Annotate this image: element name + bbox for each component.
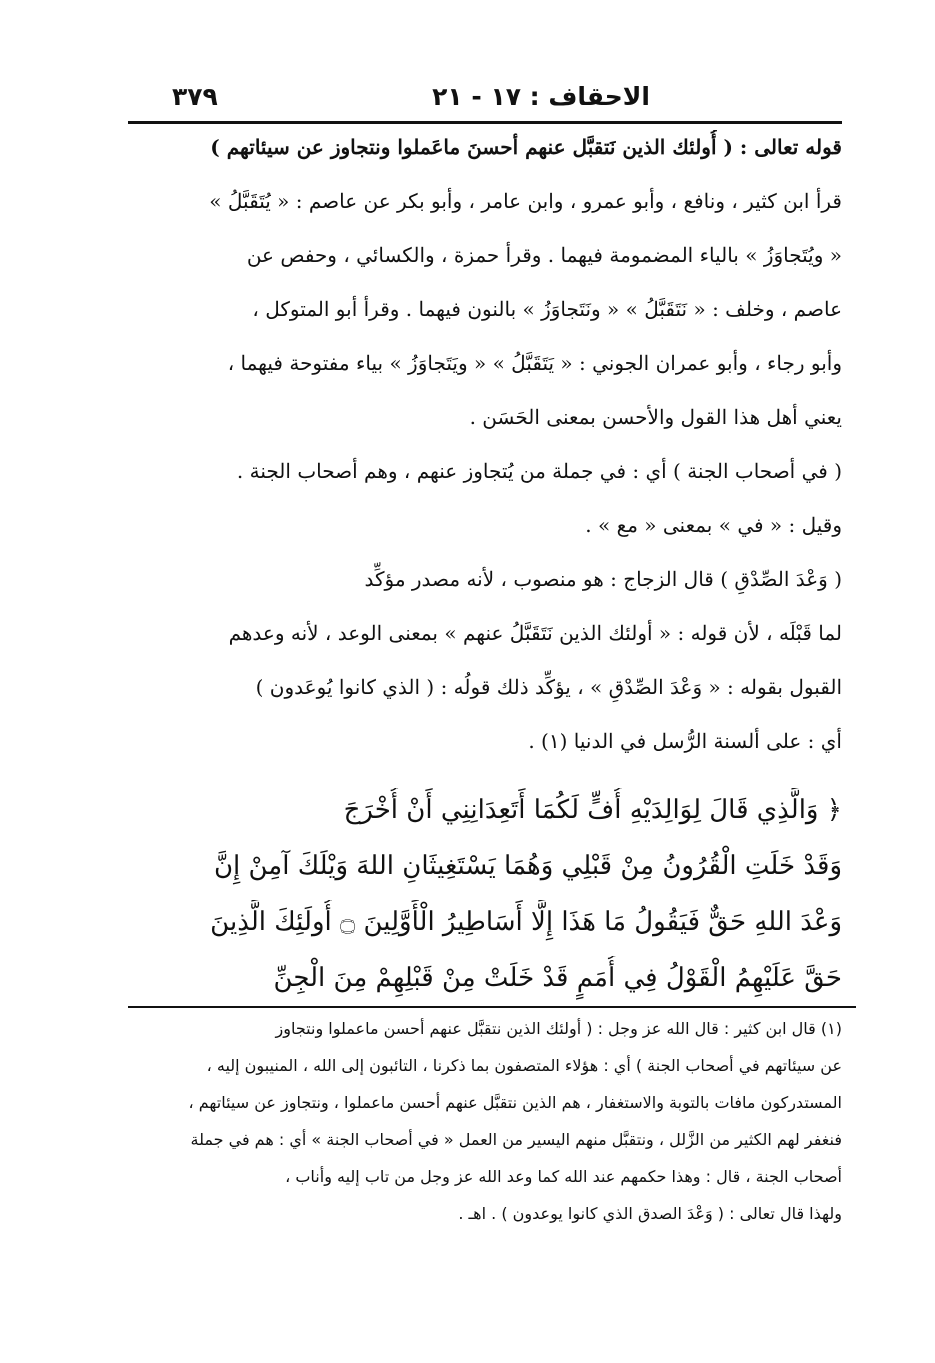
text-line: أي : على ألسنة الرُّسل في الدنيا (١) . <box>528 729 842 753</box>
footnote-line: عن سيئاتهم في أصحاب الجنة ) أي : هؤلاء المتصفون بما ذكرنا ، التائبون إلى الله ، المنيبون إليه ، <box>206 1056 842 1075</box>
text-line: ( في أصحاب الجنة ) أي : في جملة من يُتجاوز عنهم ، وهم أصحاب الجنة . <box>236 459 842 483</box>
text-line: لما قَبْلَه ، لأن قوله : « أولئك الذين نَتَقَبَّلُ عنهم » بمعنى الوعد ، لأنه وعدهم <box>228 621 842 645</box>
verse-line: ﴿ وَالَّذِي قَالَ لِوَالِدَيْهِ أُفٍّ لَكُمَا أَتَعِدَانِنِي أَنْ أُخْرَجَ <box>343 795 842 825</box>
footnote-line: ولهذا قال تعالى : ( وَعْدَ الصدق الذي كانوا يوعدون ) . اهـ . <box>458 1204 842 1223</box>
page-number: ٣٧٩ <box>172 82 218 111</box>
text-line: يعني أهل هذا القول والأحسن بمعنى الحَسَن . <box>469 405 842 429</box>
footnote-line: المستدركون مافات بالتوبة والاستغفار ، هم الذين نتقبَّل عنهم أحسن ماعملوا ، ونتجاوز عن سيئاتهم ، <box>188 1093 842 1112</box>
text-line: عاصم ، وخلف : « نَتَقَبَّلُ » « ونَتَجاوَزُ » بالنون فيهما . وقرأ أبو المتوكل ، <box>252 297 842 321</box>
text-line: قرأ ابن كثير ، ونافع ، وأبو عمرو ، وابن عامر ، وأبو بكر عن عاصم : « يُتَقَبَّلُ » <box>209 189 842 213</box>
text-line: قوله تعالى : ( أُولئك الذين نَتقبَّل عنهم أحسنَ ماعَملوا ونتجاوز عن سيئاتهم ) <box>210 135 842 159</box>
commentary-text <box>128 130 842 778</box>
footnote-line: (١) قال ابن كثير : قال الله عز وجل : ( أولئك الذين نتقبَّل عنهم أحسن ماعملوا ونتجاوز <box>275 1019 842 1038</box>
footnote-line: فنغفر لهم الكثير من الزَّلل ، ونتقبَّل منهم اليسير من العمل « في أصحاب الجنة » أي : هم في جملة <box>190 1130 842 1149</box>
verse-line: وَقَدْ خَلَتِ الْقُرُونُ مِنْ قَبْلِي وَهُمَا يَسْتَغِيثَانِ اللهَ وَيْلَكَ آمِنْ إِنَّ <box>213 851 842 881</box>
text-line: القبول بقوله : « وَعْدَ الصِّدْقِ » ، يؤكِّد ذلك قولُه : ( الذي كانوا يُوعَدون ) <box>255 675 842 699</box>
page-header <box>130 82 840 122</box>
footnote-line: أصحاب الجنة ، قال : وهذا حكمهم عند الله كما وعد الله عز وجل من تاب إليه وأناب ، <box>285 1167 842 1186</box>
text-line: « ويُتَجاوَزُ » بالياء المضمومة فيهما . وقرأ حمزة ، والكسائي ، وحفص عن <box>246 243 842 267</box>
text-line: ( وَعْدَ الصِّدْقِ ) قال الزجاج : هو منصوب ، لأنه مصدر مؤكِّد <box>364 567 842 591</box>
text-line: وقيل : « في » بمعنى « مع » . <box>585 513 842 537</box>
footnotes <box>128 1016 842 1238</box>
footnote-separator <box>128 1006 856 1008</box>
quran-verse-block <box>128 788 842 1012</box>
header-rule <box>128 121 842 124</box>
verse-line: وَعْدَ اللهِ حَقٌّ فَيَقُولُ مَا هَذَا إِلَّا أَسَاطِيرُ الْأَوَّلِينَ ۝ أُولَئِكَ الَّذِينَ <box>210 907 842 937</box>
verse-line: حَقَّ عَلَيْهِمُ الْقَوْلُ فِي أُمَمٍ قَدْ خَلَتْ مِنْ قَبْلِهِمْ مِنَ الْجِنِّ <box>273 963 842 993</box>
running-title: الاحقاف : ١٧ - ٢١ <box>432 82 650 111</box>
text-line: وأبو رجاء ، وأبو عمران الجوني : « يَتَقَبَّلُ » « ويَتَجاوَزُ » بياء مفتوحة فيهما ، <box>227 351 842 375</box>
